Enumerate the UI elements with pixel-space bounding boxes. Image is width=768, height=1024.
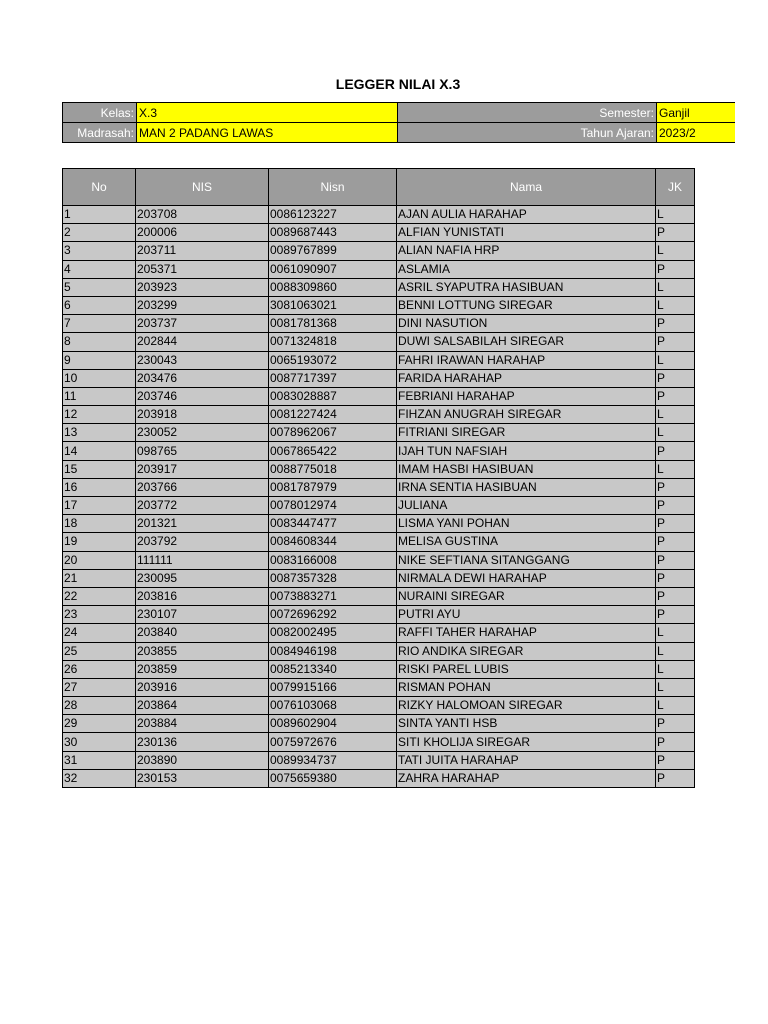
table-row (63, 551, 695, 569)
cell-nis[interactable]: 203711 (136, 242, 269, 260)
cell-nisn[interactable]: 0081787979 (269, 478, 397, 496)
table-row (63, 242, 695, 260)
cell-nama[interactable]: AJAN AULIA HARAHAP (397, 206, 656, 224)
cell-nisn[interactable]: 0073883271 (269, 587, 397, 605)
cell-nis[interactable]: 203918 (136, 406, 269, 424)
cell-nis[interactable]: 203859 (136, 660, 269, 678)
cell-nisn[interactable]: 0075972676 (269, 733, 397, 751)
cell-jk[interactable]: P (656, 751, 695, 769)
cell-nis[interactable]: 203816 (136, 587, 269, 605)
cell-nisn[interactable]: 0089602904 (269, 715, 397, 733)
cell-jk[interactable]: P (656, 533, 695, 551)
table-row (63, 460, 695, 478)
info-row-2 (63, 123, 736, 143)
cell-no[interactable]: 23 (63, 606, 136, 624)
cell-jk[interactable]: P (656, 715, 695, 733)
table-row (63, 224, 695, 242)
cell-nisn[interactable]: 0089687443 (269, 224, 397, 242)
table-row (63, 260, 695, 278)
table-row (63, 278, 695, 296)
cell-nama[interactable]: TATI JUITA HARAHAP (397, 751, 656, 769)
cell-nis[interactable]: 230107 (136, 606, 269, 624)
cell-nisn[interactable]: 0081227424 (269, 406, 397, 424)
cell-nisn[interactable]: 0075659380 (269, 769, 397, 787)
table-row (63, 424, 695, 442)
cell-nisn[interactable]: 0089767899 (269, 242, 397, 260)
column-header-nis: NIS (136, 169, 269, 206)
cell-nama[interactable]: ASLAMIA (397, 260, 656, 278)
info-row-1 (63, 103, 736, 123)
table-row (63, 660, 695, 678)
cell-nis[interactable]: 203884 (136, 715, 269, 733)
cell-jk[interactable]: P (656, 224, 695, 242)
table-row (63, 569, 695, 587)
cell-no[interactable]: 24 (63, 624, 136, 642)
cell-jk[interactable]: P (656, 569, 695, 587)
cell-nisn[interactable]: 0087717397 (269, 369, 397, 387)
cell-jk[interactable]: L (656, 642, 695, 660)
cell-nama[interactable]: IRNA SENTIA HASIBUAN (397, 478, 656, 496)
cell-nis[interactable]: 203916 (136, 678, 269, 696)
kelas-value[interactable]: X.3 (137, 103, 398, 123)
cell-no[interactable]: 16 (63, 478, 136, 496)
cell-no[interactable]: 28 (63, 697, 136, 715)
cell-nis[interactable]: 202844 (136, 333, 269, 351)
table-row (63, 733, 695, 751)
cell-nama[interactable]: ALFIAN YUNISTATI (397, 224, 656, 242)
cell-nis[interactable]: 203792 (136, 533, 269, 551)
cell-no[interactable]: 5 (63, 278, 136, 296)
cell-jk[interactable]: P (656, 333, 695, 351)
cell-nisn[interactable]: 0083028887 (269, 387, 397, 405)
cell-nisn[interactable]: 0061090907 (269, 260, 397, 278)
cell-jk[interactable]: L (656, 406, 695, 424)
table-row (63, 333, 695, 351)
cell-nis[interactable]: 203855 (136, 642, 269, 660)
cell-nama[interactable]: NIKE SEFTIANA SITANGGANG (397, 551, 656, 569)
cell-no[interactable]: 13 (63, 424, 136, 442)
cell-jk[interactable]: L (656, 278, 695, 296)
cell-jk[interactable]: P (656, 551, 695, 569)
table-row (63, 769, 695, 787)
cell-nisn[interactable]: 0084946198 (269, 642, 397, 660)
cell-nis[interactable]: 203923 (136, 278, 269, 296)
cell-nisn[interactable]: 0078962067 (269, 424, 397, 442)
cell-nama[interactable]: ALIAN NAFIA HRP (397, 242, 656, 260)
cell-nis[interactable]: 203840 (136, 624, 269, 642)
cell-nama[interactable]: RIZKY HALOMOAN SIREGAR (397, 697, 656, 715)
madrasah-value[interactable]: MAN 2 PADANG LAWAS (137, 123, 398, 143)
kelas-label: Kelas: (63, 103, 137, 123)
cell-no[interactable]: 9 (63, 351, 136, 369)
cell-nis[interactable]: 205371 (136, 260, 269, 278)
cell-nama[interactable]: SINTA YANTI HSB (397, 715, 656, 733)
table-row (63, 406, 695, 424)
cell-nama[interactable]: ASRIL SYAPUTRA HASIBUAN (397, 278, 656, 296)
cell-nisn[interactable]: 0083166008 (269, 551, 397, 569)
madrasah-label: Madrasah: (63, 123, 137, 143)
cell-no[interactable]: 1 (63, 206, 136, 224)
table-row (63, 715, 695, 733)
table-row (63, 697, 695, 715)
cell-nisn[interactable]: 0087357328 (269, 569, 397, 587)
cell-nis[interactable]: 203299 (136, 296, 269, 314)
cell-jk[interactable]: P (656, 315, 695, 333)
cell-no[interactable]: 31 (63, 751, 136, 769)
semester-label: Semester: (398, 103, 657, 123)
cell-nama[interactable]: SITI KHOLIJA SIREGAR (397, 733, 656, 751)
cell-no[interactable]: 10 (63, 369, 136, 387)
table-row (63, 515, 695, 533)
cell-nama[interactable]: NIRMALA DEWI HARAHAP (397, 569, 656, 587)
cell-nis[interactable]: 230136 (136, 733, 269, 751)
cell-nisn[interactable]: 0081781368 (269, 315, 397, 333)
table-row (63, 497, 695, 515)
cell-nisn[interactable]: 0065193072 (269, 351, 397, 369)
cell-nama[interactable]: DUWI SALSABILAH SIREGAR (397, 333, 656, 351)
cell-nama[interactable]: RAFFI TAHER HARAHAP (397, 624, 656, 642)
cell-no[interactable]: 22 (63, 587, 136, 605)
cell-nama[interactable]: IMAM HASBI HASIBUAN (397, 460, 656, 478)
cell-nisn[interactable]: 0076103068 (269, 697, 397, 715)
cell-nama[interactable]: FITRIANI SIREGAR (397, 424, 656, 442)
table-row (63, 678, 695, 696)
table-row (63, 606, 695, 624)
cell-nama[interactable]: RIO ANDIKA SIREGAR (397, 642, 656, 660)
cell-jk[interactable]: L (656, 460, 695, 478)
cell-nis[interactable]: 203766 (136, 478, 269, 496)
cell-nama[interactable]: FARIDA HARAHAP (397, 369, 656, 387)
cell-nama[interactable]: JULIANA (397, 497, 656, 515)
cell-no[interactable]: 2 (63, 224, 136, 242)
cell-nisn[interactable]: 0088775018 (269, 460, 397, 478)
table-header-row (63, 169, 695, 206)
cell-nama[interactable]: ZAHRA HARAHAP (397, 769, 656, 787)
cell-nis[interactable]: 230052 (136, 424, 269, 442)
table-row (63, 587, 695, 605)
cell-no[interactable]: 19 (63, 533, 136, 551)
cell-no[interactable]: 8 (63, 333, 136, 351)
cell-nis[interactable]: 201321 (136, 515, 269, 533)
cell-nis[interactable]: 230153 (136, 769, 269, 787)
cell-jk[interactable]: P (656, 769, 695, 787)
cell-nisn[interactable]: 0071324818 (269, 333, 397, 351)
cell-jk[interactable]: L (656, 206, 695, 224)
cell-no[interactable]: 25 (63, 642, 136, 660)
table-row (63, 387, 695, 405)
cell-no[interactable]: 12 (63, 406, 136, 424)
table-row (63, 533, 695, 551)
cell-nama[interactable]: MELISA GUSTINA (397, 533, 656, 551)
cell-nisn[interactable]: 0084608344 (269, 533, 397, 551)
cell-nama[interactable]: DINI NASUTION (397, 315, 656, 333)
cell-nisn[interactable]: 0083447477 (269, 515, 397, 533)
cell-nis[interactable]: 230043 (136, 351, 269, 369)
table-row (63, 442, 695, 460)
cell-no[interactable]: 14 (63, 442, 136, 460)
cell-nisn[interactable]: 0072696292 (269, 606, 397, 624)
cell-jk[interactable]: P (656, 515, 695, 533)
cell-no[interactable]: 21 (63, 569, 136, 587)
cell-no[interactable]: 18 (63, 515, 136, 533)
cell-no[interactable]: 27 (63, 678, 136, 696)
cell-jk[interactable]: L (656, 624, 695, 642)
cell-no[interactable]: 7 (63, 315, 136, 333)
cell-nama[interactable]: PUTRI AYU (397, 606, 656, 624)
cell-no[interactable]: 4 (63, 260, 136, 278)
table-row (63, 369, 695, 387)
tahun-ajaran-label: Tahun Ajaran: (398, 123, 657, 143)
cell-nisn[interactable]: 0085213340 (269, 660, 397, 678)
cell-nisn[interactable]: 0079915166 (269, 678, 397, 696)
cell-nisn[interactable]: 0067865422 (269, 442, 397, 460)
cell-no[interactable]: 17 (63, 497, 136, 515)
cell-nis[interactable]: 111111 (136, 551, 269, 569)
cell-jk[interactable]: P (656, 497, 695, 515)
table-row (63, 315, 695, 333)
cell-jk[interactable]: L (656, 351, 695, 369)
cell-nama[interactable]: NURAINI SIREGAR (397, 587, 656, 605)
column-header-no: No (63, 169, 136, 206)
cell-nama[interactable]: RISMAN POHAN (397, 678, 656, 696)
cell-jk[interactable]: P (656, 369, 695, 387)
cell-nama[interactable]: IJAH TUN NAFSIAH (397, 442, 656, 460)
cell-nis[interactable]: 203737 (136, 315, 269, 333)
cell-nisn[interactable]: 3081063021 (269, 296, 397, 314)
cell-no[interactable]: 3 (63, 242, 136, 260)
cell-jk[interactable]: L (656, 296, 695, 314)
cell-jk[interactable]: P (656, 260, 695, 278)
cell-nis[interactable]: 098765 (136, 442, 269, 460)
cell-nis[interactable]: 203864 (136, 697, 269, 715)
cell-no[interactable]: 6 (63, 296, 136, 314)
cell-nama[interactable]: LISMA YANI POHAN (397, 515, 656, 533)
cell-nis[interactable]: 200006 (136, 224, 269, 242)
cell-no[interactable]: 26 (63, 660, 136, 678)
cell-jk[interactable]: P (656, 587, 695, 605)
cell-jk[interactable]: L (656, 424, 695, 442)
cell-nama[interactable]: FIHZAN ANUGRAH SIREGAR (397, 406, 656, 424)
cell-no[interactable]: 15 (63, 460, 136, 478)
table-row (63, 751, 695, 769)
cell-nis[interactable]: 203890 (136, 751, 269, 769)
cell-nama[interactable]: FEBRIANI HARAHAP (397, 387, 656, 405)
cell-no[interactable]: 32 (63, 769, 136, 787)
cell-nama[interactable]: BENNI LOTTUNG SIREGAR (397, 296, 656, 314)
tahun-ajaran-value[interactable]: 2023/2 (657, 123, 736, 143)
column-header-jk: JK (656, 169, 695, 206)
cell-jk[interactable]: L (656, 242, 695, 260)
cell-nisn[interactable]: 0078012974 (269, 497, 397, 515)
column-header-nama: Nama (397, 169, 656, 206)
cell-no[interactable]: 29 (63, 715, 136, 733)
table-row (63, 206, 695, 224)
cell-nama[interactable]: FAHRI IRAWAN HARAHAP (397, 351, 656, 369)
table-row (63, 296, 695, 314)
cell-nis[interactable]: 203746 (136, 387, 269, 405)
student-table (62, 168, 695, 788)
cell-jk[interactable]: P (656, 733, 695, 751)
cell-nis[interactable]: 203917 (136, 460, 269, 478)
info-header (62, 102, 735, 143)
column-header-nisn: Nisn (269, 169, 397, 206)
cell-jk[interactable]: L (656, 660, 695, 678)
cell-nisn[interactable]: 0086123227 (269, 206, 397, 224)
table-row (63, 642, 695, 660)
cell-no[interactable]: 30 (63, 733, 136, 751)
table-row (63, 351, 695, 369)
cell-nis[interactable]: 230095 (136, 569, 269, 587)
semester-value[interactable]: Ganjil (657, 103, 736, 123)
cell-jk[interactable]: P (656, 478, 695, 496)
cell-nis[interactable]: 203708 (136, 206, 269, 224)
table-row (63, 478, 695, 496)
cell-nis[interactable]: 203476 (136, 369, 269, 387)
cell-no[interactable]: 11 (63, 387, 136, 405)
table-row (63, 624, 695, 642)
cell-nis[interactable]: 203772 (136, 497, 269, 515)
cell-jk[interactable]: L (656, 697, 695, 715)
cell-nisn[interactable]: 0088309860 (269, 278, 397, 296)
cell-jk[interactable]: P (656, 606, 695, 624)
cell-nama[interactable]: RISKI PAREL LUBIS (397, 660, 656, 678)
cell-jk[interactable]: P (656, 442, 695, 460)
cell-nisn[interactable]: 0089934737 (269, 751, 397, 769)
cell-nisn[interactable]: 0082002495 (269, 624, 397, 642)
cell-jk[interactable]: P (656, 387, 695, 405)
page-title: LEGGER NILAI X.3 (335, 76, 461, 92)
cell-no[interactable]: 20 (63, 551, 136, 569)
cell-jk[interactable]: L (656, 678, 695, 696)
